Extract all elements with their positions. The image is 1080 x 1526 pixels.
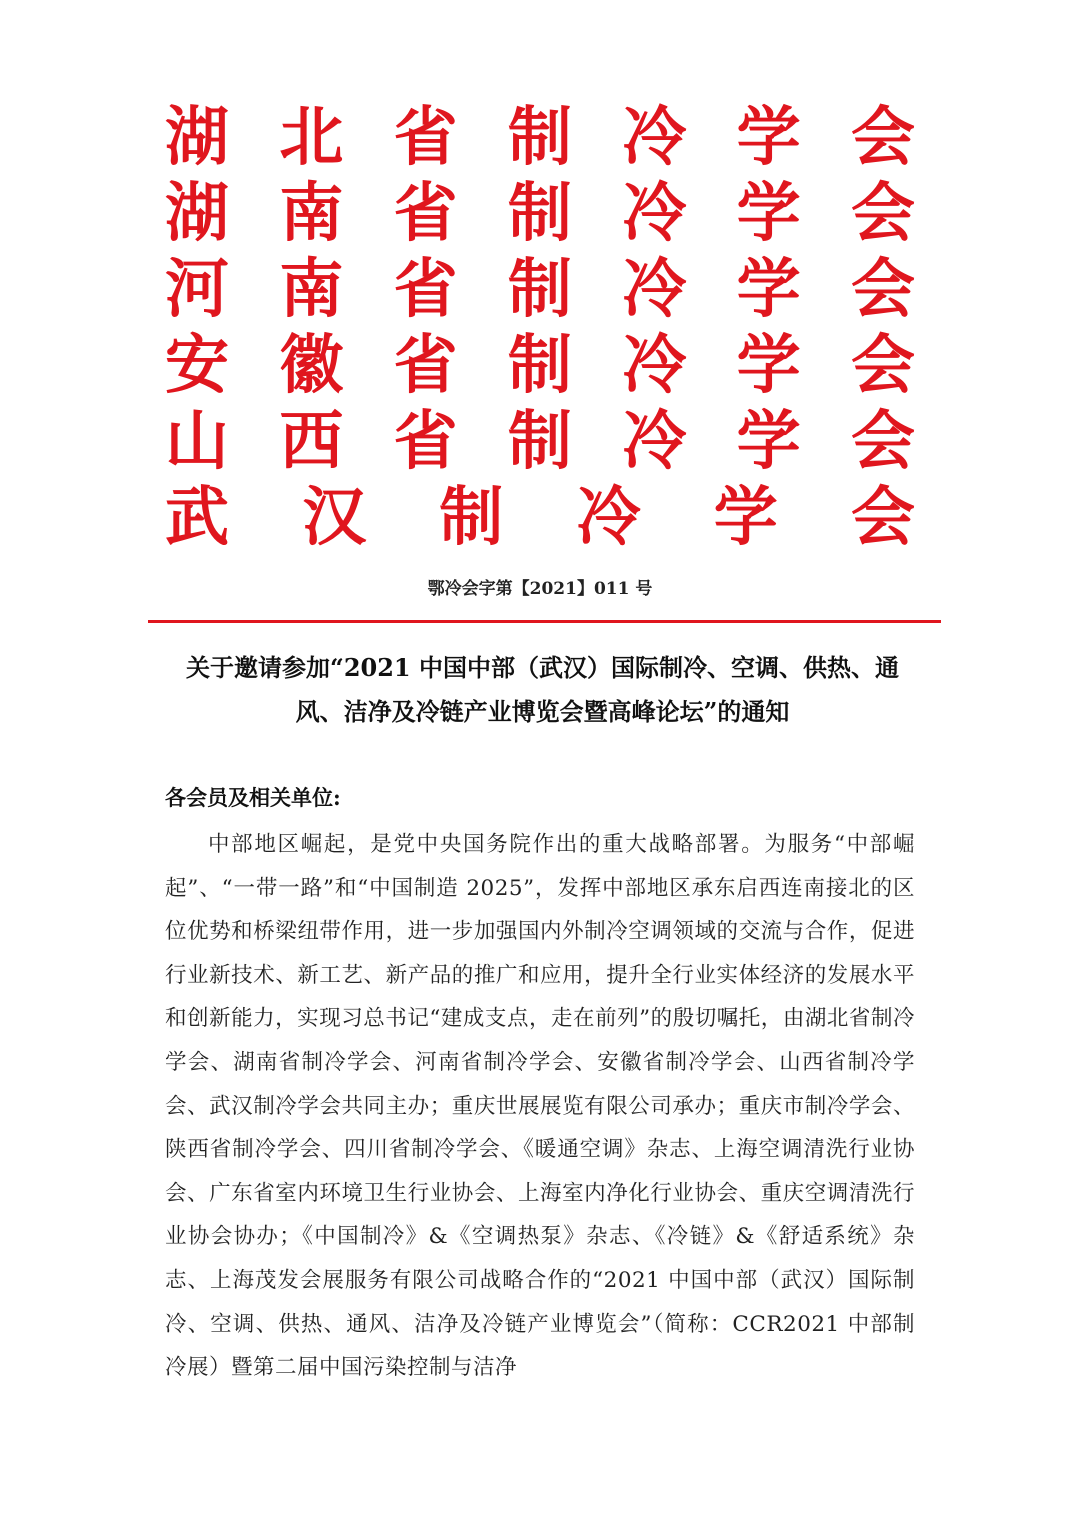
header-char: 制 [507, 328, 572, 403]
header-char: 徽 [279, 328, 344, 403]
body-paragraph: 中部地区崛起，是党中央国务院作出的重大战略部署。为服务“中部崛起”、“一带一路”和“中国制造 2025”，发挥中部地区承东启西连南接北的区位优势和桥梁纽带作用，进一步加强国内外制冷空调领域的交流与合作，促进行业新技术、新工艺、新产品的推广和应用，提升全行业实体经济的发展水平和创新能力，实现习总书记“建成支点，走在前列”的殷切嘱托，由湖北省制冷学会、湖南省制冷学会、河南省制冷学会、安徽省制冷学会、山西省制冷学会、武汉制冷学会共同主办；重庆世展展览有限公司承办；重庆市制冷学会、陕西省制冷学会、四川省制冷学会、《暖通空调》杂志、上海空调清洗行业协会、广东省室内环境卫生行业协会、上海室内净化行业协会、重庆空调清洗行业协会协办；《中国制冷》&《空调热泵》杂志、《冷链》&《舒适系统》杂志、上海茂发会展服务有限公司战略合作的“2021 中国中部（武汉）国际制冷、空调、供热、通风、洁净及冷链产业博览会”（简称：CCR2021 中部制冷展）暨第二届中国污染控制与洁净 [165, 832, 915, 1381]
header-char: 会 [850, 404, 915, 479]
header-char: 河 [165, 252, 229, 327]
header-char: 学 [736, 328, 801, 403]
header-char: 学 [736, 252, 801, 327]
header-char: 制 [507, 252, 572, 327]
header-char: 山 [165, 404, 229, 479]
salutation: 各会员及相关单位: [165, 785, 341, 810]
header-char: 北 [279, 100, 344, 175]
header-char: 汉 [302, 480, 367, 555]
header-char: 冷 [622, 328, 687, 403]
organization-header [165, 100, 915, 556]
header-char: 会 [850, 252, 915, 327]
org-row-wuhan [165, 480, 915, 556]
org-row-hubei [165, 100, 915, 176]
header-char: 省 [393, 328, 458, 403]
header-char: 制 [439, 480, 504, 555]
notice-title: 关于邀请参加“2021 中国中部（武汉）国际制冷、空调、供热、通风、洁净及冷链产业博览会暨高峰论坛”的通知 [186, 653, 899, 726]
header-char: 安 [165, 328, 229, 403]
header-char: 省 [393, 404, 458, 479]
header-char: 省 [393, 176, 458, 251]
header-char: 制 [507, 100, 572, 175]
header-char: 武 [165, 480, 229, 555]
header-char: 省 [393, 252, 458, 327]
header-char: 制 [507, 404, 572, 479]
header-char: 冷 [622, 404, 687, 479]
header-char: 南 [279, 176, 344, 251]
header-char: 会 [850, 176, 915, 251]
header-char: 湖 [165, 100, 229, 175]
org-row-anhui [165, 328, 915, 404]
document-number: 鄂冷会字第【2021】011 号 [427, 579, 653, 599]
header-char: 学 [736, 404, 801, 479]
org-row-shanxi [165, 404, 915, 480]
header-char: 学 [713, 480, 778, 555]
header-char: 学 [736, 100, 801, 175]
header-char: 会 [850, 100, 915, 175]
header-char: 会 [850, 328, 915, 403]
header-char: 南 [279, 252, 344, 327]
header-char: 湖 [165, 176, 229, 251]
header-char: 冷 [622, 100, 687, 175]
header-char: 学 [736, 176, 801, 251]
header-char: 冷 [622, 176, 687, 251]
header-char: 冷 [576, 480, 641, 555]
header-char: 会 [850, 480, 915, 555]
red-divider [148, 620, 941, 623]
header-char: 西 [279, 404, 344, 479]
header-char: 省 [393, 100, 458, 175]
org-row-henan [165, 252, 915, 328]
header-char: 冷 [622, 252, 687, 327]
header-char: 制 [507, 176, 572, 251]
org-row-hunan [165, 176, 915, 252]
